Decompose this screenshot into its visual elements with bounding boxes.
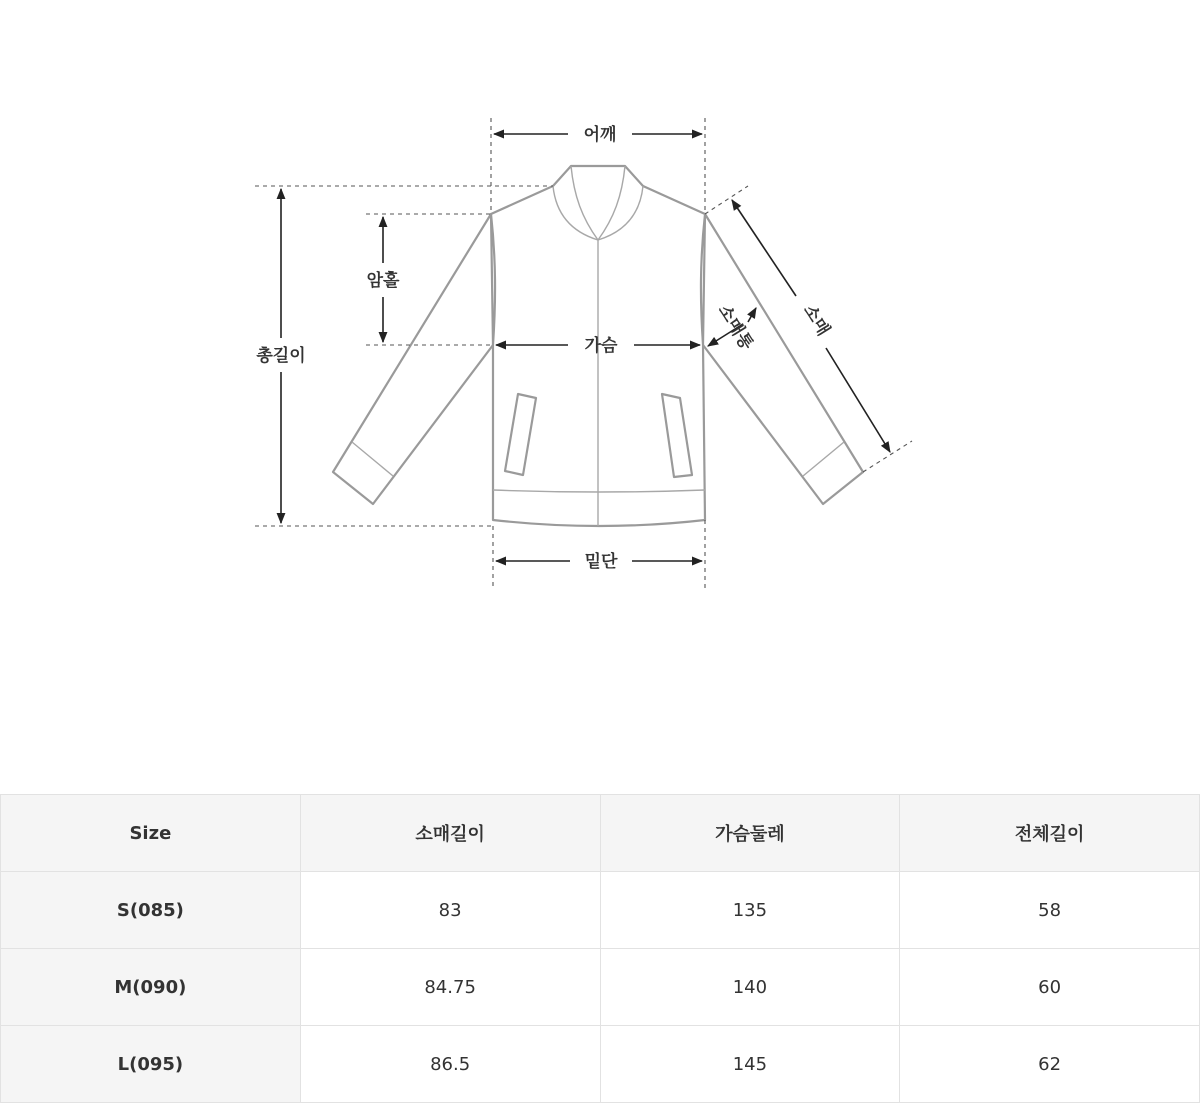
left-sleeve <box>333 214 493 504</box>
cell-sleeve-length: 86.5 <box>300 1026 600 1103</box>
header-total-length: 전체길이 <box>900 795 1200 872</box>
header-size: Size <box>1 795 301 872</box>
cell-chest: 140 <box>600 949 900 1026</box>
cell-size: S(085) <box>1 872 301 949</box>
cell-size: L(095) <box>1 1026 301 1103</box>
label-total-length: 총길이 <box>256 346 306 366</box>
cell-total-length: 58 <box>900 872 1200 949</box>
cell-total-length: 60 <box>900 949 1200 1026</box>
label-armhole: 암홀 <box>366 271 400 291</box>
cell-sleeve-length: 83 <box>300 872 600 949</box>
label-shoulder: 어깨 <box>583 125 617 145</box>
cell-size: M(090) <box>1 949 301 1026</box>
cell-chest: 135 <box>600 872 900 949</box>
cell-sleeve-length: 84.75 <box>300 949 600 1026</box>
table-row <box>1 949 1200 1026</box>
size-table <box>0 794 1200 1103</box>
cell-total-length: 62 <box>900 1026 1200 1103</box>
table-row <box>1 1026 1200 1103</box>
header-sleeve-length: 소매길이 <box>300 795 600 872</box>
label-hem: 밑단 <box>584 552 618 572</box>
header-chest: 가슴둘레 <box>600 795 900 872</box>
cell-chest: 145 <box>600 1026 900 1103</box>
table-row <box>1 872 1200 949</box>
size-table-header-row <box>1 795 1200 872</box>
right-sleeve <box>703 214 863 504</box>
label-sleeve-width: 소매통 <box>713 301 757 354</box>
label-chest: 가슴 <box>584 336 618 356</box>
label-sleeve: 소매 <box>799 301 834 340</box>
